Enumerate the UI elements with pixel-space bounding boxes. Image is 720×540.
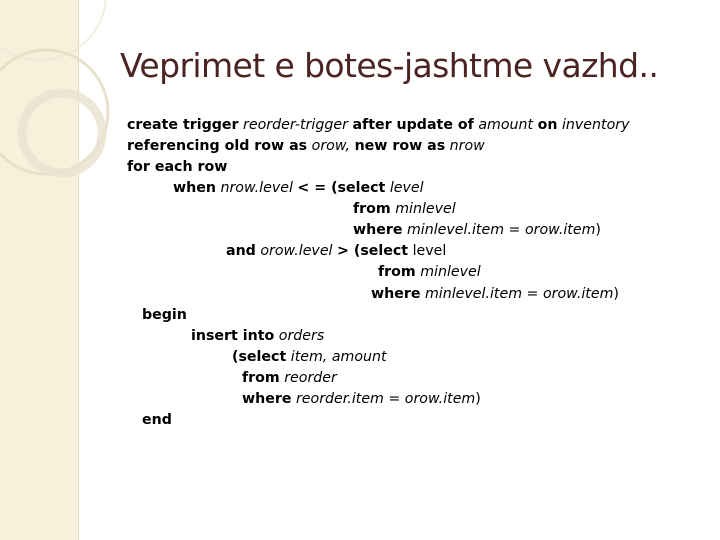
identifier: reorder-trigger xyxy=(243,117,348,133)
keyword: end xyxy=(142,412,172,428)
keyword: new row as xyxy=(354,138,446,154)
identifier: orow.item xyxy=(404,391,476,407)
identifier: orow.item xyxy=(524,222,596,238)
code-line xyxy=(353,221,601,239)
identifier: orders xyxy=(278,328,325,344)
code-line xyxy=(127,116,630,134)
keyword: insert into xyxy=(191,328,275,344)
keyword: from xyxy=(353,201,391,217)
keyword: where xyxy=(371,286,421,302)
keyword: for each row xyxy=(127,159,228,175)
identifier: item, amount xyxy=(290,349,387,365)
slide-title: Veprimet e botes-jashtme vazhd.. xyxy=(120,46,659,85)
keyword: on xyxy=(537,117,558,133)
code-line xyxy=(353,200,456,218)
keyword: when xyxy=(173,180,216,196)
identifier: nrow xyxy=(449,138,485,154)
code-line xyxy=(173,179,424,197)
keyword: where xyxy=(353,222,403,238)
code-line xyxy=(191,327,324,345)
keyword: (select xyxy=(232,349,287,365)
identifier: minlevel xyxy=(395,201,456,217)
code-line xyxy=(142,306,187,324)
identifier: minlevel xyxy=(420,264,481,280)
keyword: after update of xyxy=(352,117,474,133)
punctuation: ) xyxy=(613,286,619,302)
code-line xyxy=(127,158,227,176)
operator: > (select xyxy=(337,243,409,259)
code-line xyxy=(242,369,337,387)
keyword: referencing old row as xyxy=(127,138,308,154)
identifier: minlevel.item xyxy=(406,222,505,238)
identifier: orow.item xyxy=(542,286,614,302)
identifier: amount xyxy=(478,117,534,133)
code-line xyxy=(378,263,481,281)
keyword: and xyxy=(226,243,256,259)
punctuation: ) xyxy=(475,391,481,407)
keyword: where xyxy=(242,391,292,407)
identifier: level xyxy=(389,180,424,196)
keyword: from xyxy=(378,264,416,280)
code-line xyxy=(127,137,485,155)
keyword: create trigger xyxy=(127,117,239,133)
identifier: level xyxy=(412,243,447,259)
code-line xyxy=(232,348,387,366)
punctuation: ) xyxy=(595,222,601,238)
code-line xyxy=(242,390,481,408)
operator: = xyxy=(388,391,401,407)
identifier: orow.level xyxy=(260,243,333,259)
operator: = xyxy=(508,222,521,238)
code-line xyxy=(142,411,172,429)
operator: = xyxy=(526,286,539,302)
keyword: begin xyxy=(142,307,187,323)
identifier: reorder xyxy=(284,370,337,386)
identifier: orow, xyxy=(311,138,351,154)
operator: < = (select xyxy=(297,180,386,196)
identifier: reorder.item xyxy=(295,391,384,407)
code-line xyxy=(371,285,619,303)
keyword: from xyxy=(242,370,280,386)
identifier: minlevel.item xyxy=(424,286,523,302)
identifier: nrow.level xyxy=(220,180,293,196)
code-line xyxy=(226,242,446,260)
identifier: inventory xyxy=(561,117,630,133)
